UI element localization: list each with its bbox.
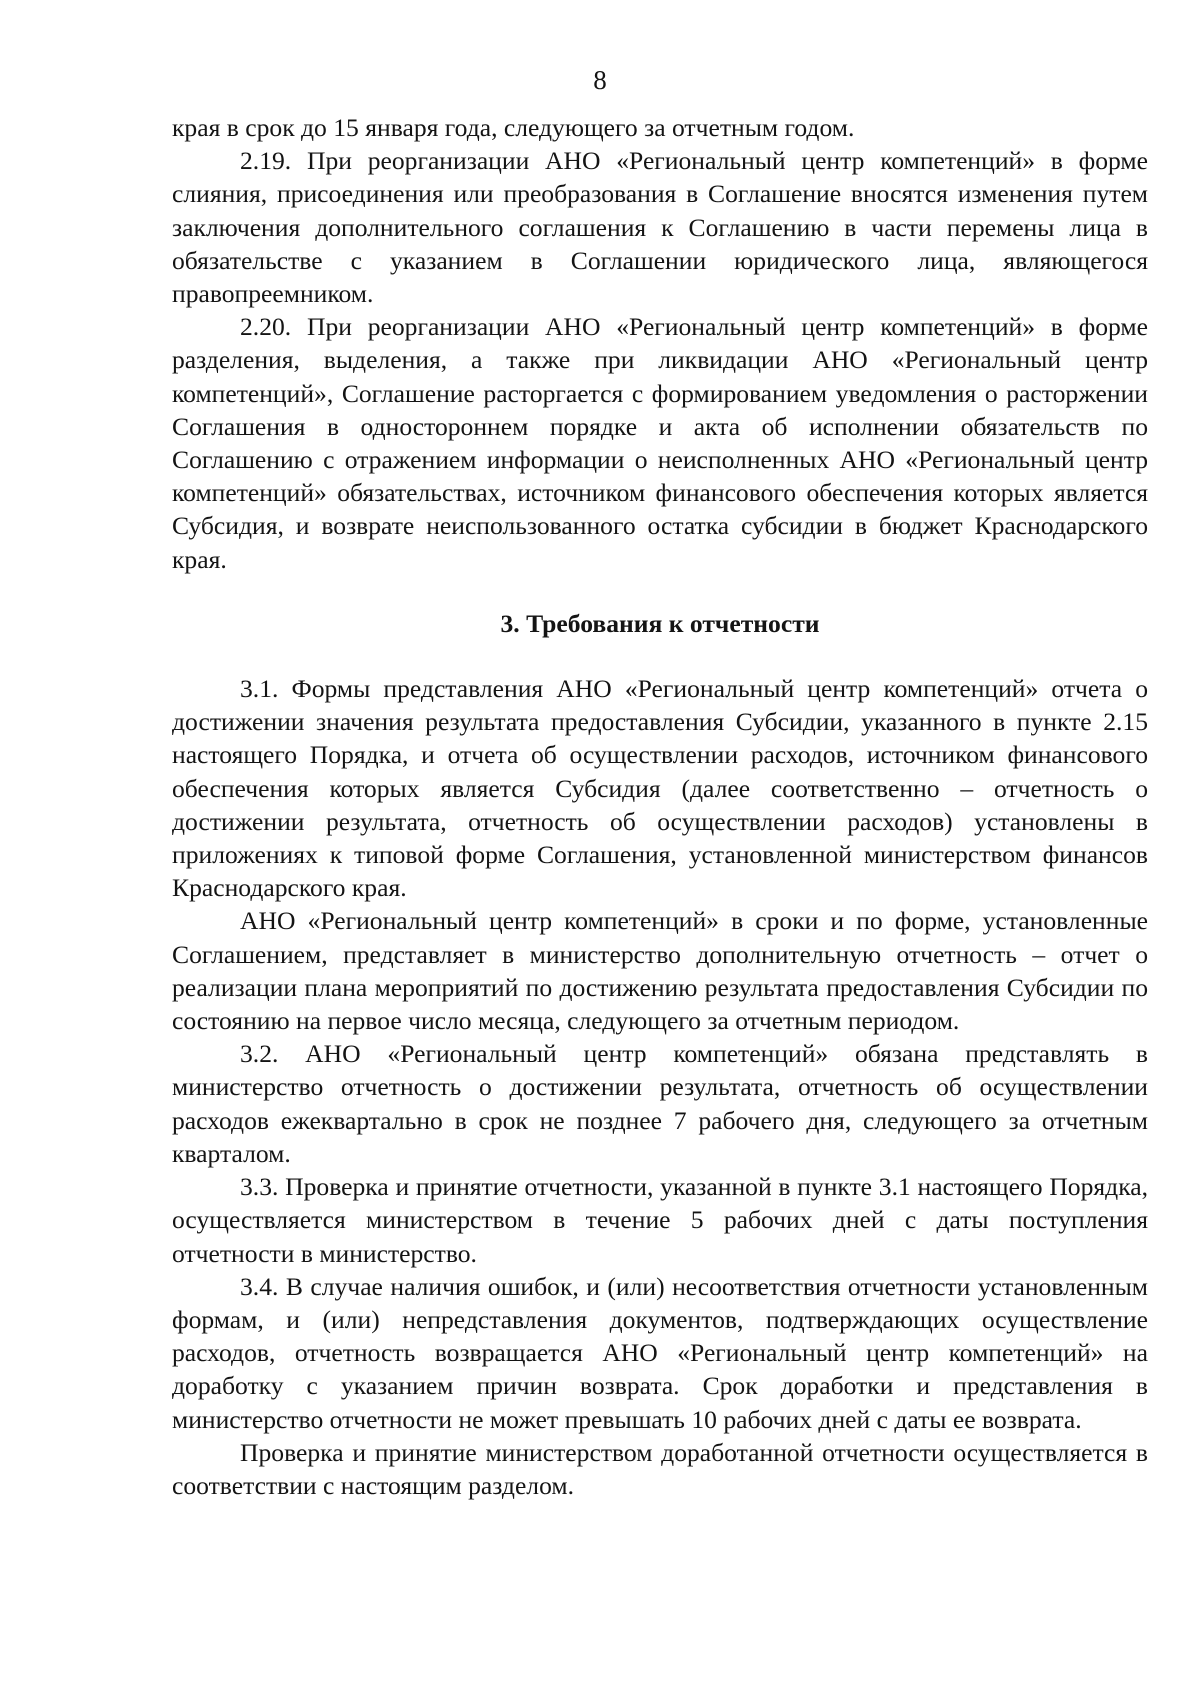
paragraph-3-1: 3.1. Формы представления АНО «Региональный центр компетенций» отчета о достижении значения результата предоставления Субсидии, указанного в пункте 2.15 настоящего Порядка, и отчета об осуществлении расходов, источником финансового обеспечения которых является Субсидия (далее соответственно – отчетность о достижении результата, отчетность об осуществлении расходов) установлены в приложениях к типовой форме Соглашения, установленной министерством финансов Краснодарского края. — [172, 674, 1148, 903]
page-number: 8 — [593, 65, 607, 95]
paragraph-2-20: 2.20. При реорганизации АНО «Региональный центр компетенций» в форме разделения, выделения, а также при ликвидации АНО «Региональный центр компетенций», Соглашение расторгается с формированием уведомления о расторжении Соглашения в одностороннем порядке и акта об исполнении обязательств по Соглашению с отражением информации о неисполненных АНО «Региональный центр компетенций» обязательствах, источником финансового обеспечения которых является Субсидия, и возврате неиспользованного остатка субсидии в бюджет Краснодарского края. — [172, 312, 1148, 574]
paragraph-2-19: 2.19. При реорганизации АНО «Региональный центр компетенций» в форме слияния, присоединения или преобразования в Соглашение вносятся изменения путем заключения дополнительного соглашения к Соглашению в части перемены лица в обязательстве с указанием в Соглашении юридического лица, являющегося правопреемником. — [172, 146, 1148, 309]
section-heading: 3. Требования к отчетности — [500, 608, 820, 638]
document-body — [172, 111, 1148, 1502]
paragraph-3-4: 3.4. В случае наличия ошибок, и (или) несоответствия отчетности установленным формам, и (или) непредставления документов, подтверждающих осуществление расходов, отчетность возвращается АНО «Региональный центр компетенций» на доработку с указанием причин возврата. Срок доработки и представления в министерство отчетности не может превышать 10 рабочих дней с даты ее возврата. — [172, 1271, 1148, 1434]
paragraph-3-1-additional: АНО «Региональный центр компетенций» в сроки и по форме, установленные Соглашением, представляет в министерство дополнительную отчетность – отчет о реализации плана мероприятий по достижению результата предоставления Субсидии по состоянию на первое число месяца, следующего за отчетным периодом. — [172, 906, 1148, 1036]
paragraph-3-3: 3.3. Проверка и принятие отчетности, указанной в пункте 3.1 настоящего Порядка, осуществляется министерством в течение 5 рабочих дней с даты поступления отчетности в министерство. — [172, 1172, 1148, 1268]
paragraph-continuation: края в срок до 15 января года, следующего за отчетным годом. — [172, 113, 855, 142]
paragraph-3-2: 3.2. АНО «Региональный центр компетенций» обязана представлять в министерство отчетность о достижении результата, отчетность об осуществлении расходов ежеквартально в срок не позднее 7 рабочего дня, следующего за отчетным кварталом. — [172, 1039, 1148, 1168]
paragraph-final: Проверка и принятие министерством доработанной отчетности осуществляется в соответствии с настоящим разделом. — [172, 1437, 1148, 1500]
